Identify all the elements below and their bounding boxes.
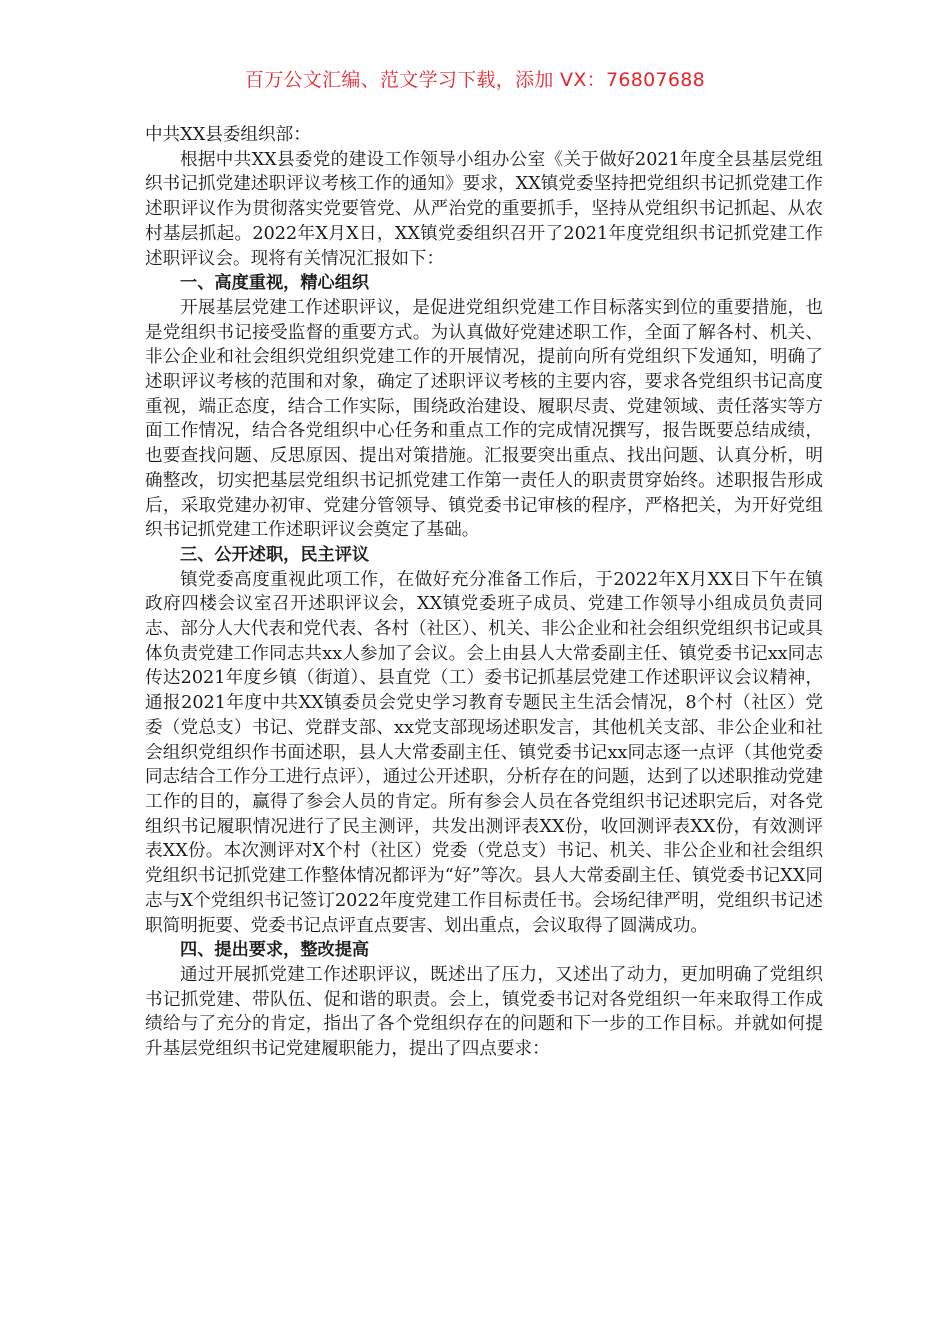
section-paragraph-4: 通过开展抓党建工作述职评议，既述出了压力，又述出了动力，更加明确了党组织书记抓党建、带队伍、促和谐的职责。会上，镇党委书记对各党组织一年来取得工作成绩给与了充分的肯定，指出了各个党组织存在的问题和下一步的工作目标。并就如何提升基层党组织书记党建履职能力，提出了四点要求： [145,964,823,1060]
document-body [145,123,823,1062]
watermark-banner: 百万公文汇编、范文学习下载，添加 VX：76807688 [244,69,706,91]
section-paragraph-3: 镇党委高度重视此项工作，在做好充分准备工作后，于2022年X月XX日下午在镇政府四楼会议室召开述职评议会，XX镇党委班子成员、党建工作领导小组成员负责同志、部分人大代表和党代表、各村（社区）、机关、非公企业和社会组织党组织书记或具体负责党建工作同志共xx人参加了会议。会上由县人大常委副主任、镇党委书记xx同志传达2021年度乡镇（街道）、县直党（工）委书记抓基层党建工作述职评议会议精神，通报2021年度中共XX镇委员会党史学习教育专题民主生活会情况，8个村（社区）党委（党总支）书记、党群支部、xx党支部现场述职发言，其他机关支部、非公企业和社会组织党组织作书面述职，县人大常委副主任、镇党委书记xx同志逐一点评（其他党委同志结合工作分工进行点评），通过公开述职，分析存在的问题，达到了以述职推动党建工作的目的，赢得了参会人员的肯定。所有参会人员在各党组织书记述职完后，对各党组织书记履职情况进行了民主测评，共发出测评表XX份，收回测评表XX份，有效测评表XX份。本次测评对X个村（社区）党委（党总支）书记、机关、非公企业和社会组织党组织书记抓党建工作整体情况都评为“好”等次。县人大常委副主任、镇党委书记XX同志与X个党组织书记签订2022年度党建工作目标责任书。会场纪律严明，党组织书记述职简明扼要、党委书记点评直点要害、划出重点，会议取得了圆满成功。 [145,569,823,936]
section-heading-4: 四、提出要求，整改提高 [180,940,370,961]
section-paragraph-1: 开展基层党建工作述职评议，是促进党组织党建工作目标落实到位的重要措施，也是党组织书记接受监督的重要方式。为认真做好党建述职工作，全面了解各村、机关、非公企业和社会组织党组织党建工作的开展情况，提前向所有党组织下发通知，明确了述职评议考核的范围和对象，确定了述职评议考核的主要内容，要求各党组织书记高度重视，端正态度，结合工作实际，围绕政治建设、履职尽责、党建领域、责任落实等方面工作情况，结合各党组织中心任务和重点工作的完成情况撰写，报告既要总结成绩，也要查找问题、反思原因、提出对策措施。汇报要突出重点、找出问题、认真分析，明确整改，切实把基层党组织书记抓党建工作第一责任人的职责贯穿始终。述职报告形成后，采取党建办初审、党建分管领导、镇党委书记审核的程序，严格把关，为开好党组织书记抓党建工作述职评议会奠定了基础。 [145,297,823,541]
section-heading-1: 一、高度重视，精心组织 [180,273,370,294]
section-heading-3: 三、公开述职，民主评议 [180,544,370,565]
intro-paragraph: 根据中共XX县委党的建设工作领导小组办公室《关于做好2021年度全县基层党组织书记抓党建述职评议考核工作的通知》要求，XX镇党委坚持把党组织书记抓党建工作述职评议作为贯彻落实党要管党、从严治党的重要抓手，坚持从党组织书记抓起、从农村基层抓起。2022年X月X日，XX镇党委组织召开了2021年度党组织书记抓党建工作述职评议会。现将有关情况汇报如下： [145,149,823,269]
salutation: 中共XX县委组织部： [145,125,311,145]
